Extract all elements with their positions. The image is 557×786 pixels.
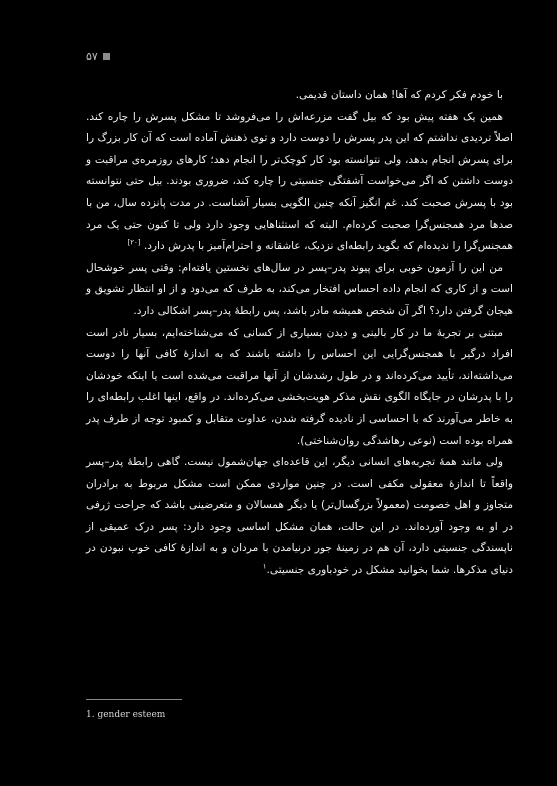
footnote: 1. gender esteem — [86, 710, 166, 720]
page-number — [86, 50, 110, 63]
paragraph-2-text: همین یک هفته پیش بود که بیل گفت مزرعه‌اش را می‌فروشد تا مشکل پسرش را چاره کند. اصلاً تردیدی نداشتم که این پدر پسرش را دوست دارد و توی ذهنش آماده است که آن کار بزرگ را برای پسرش انجام بدهد، ولی نتوانسته بود کار کوچک‌تر را انجام دهد؛ کارهای روزمره‌ی مراقبت و دوست داشتن که اگر می‌خواست آشفتگی جنسیتی را چاره کند، ضروری بودند. بیل حتی نتوانسته بود با پسرش صحبت کند. غم انگیز آنکه چنین الگویی بسیار آشناست. در مدت پانزده سال، من با صدها مرد همجنس‌گرا صحبت کرده‌ام. البته که استثناهایی وجود دارد ولی تا کنون حتی یک مرد همجنس‌گرا را ندیده‌ام که بگوید رابطه‌ای نزدیک، عاشقانه و احترام‌آمیز با پدرش دارد. — [86, 110, 513, 253]
body-text — [86, 85, 513, 582]
paragraph-4 — [86, 323, 513, 453]
paragraph-1-text: با خودم فکر کردم که آها! همان داستان قدیمی. — [295, 89, 503, 101]
paragraph-5 — [86, 452, 513, 582]
paragraph-1 — [86, 85, 513, 107]
page-number-text: ۵۷ — [86, 50, 98, 63]
paragraph-3-text: من این را آزمون خوبی برای پیوند پدر–پسر در سال‌های نخستین یافته‌ام: وقتی پسر خوشحال است و از کاری که انجام داده احساس افتخار می‌کند، به طرف که می‌دود و از او انتظار تشویق و هیجان گرفتن دارد؟ اگر آن شخص همیشه مادر باشد، پس رابطهٔ پدر–پسر اشکالی دارد. — [86, 261, 513, 317]
paragraph-2 — [86, 107, 513, 258]
footnote-divider — [86, 699, 182, 700]
page-number-marker — [103, 53, 110, 60]
footnote-marker: ۱ — [262, 562, 267, 571]
paragraph-4-text: مبتنی بر تجربهٔ ما در کار بالینی و دیدن بسیاری از کسانی که می‌شناخته‌ایم، بسیار نادر است افراد درگیر با همجنس‌گرایی این احساس را داشته باشند که به اندازهٔ کافی آنها را دوست می‌داشته‌اند، تأیید می‌کرده‌اند و در طول رشدشان از آنها مراقبت می‌شده است یا اینکه خودشان را با پدرشان در جایگاه الگوی نقش مذکر هویت‌بخشی می‌کرده‌اند. در واقع، اینها اغلب رابطه‌ای را به خاطر می‌آورند که با احساسی از نادیده گرفته شدن، عداوت متقابل و کمبود توجه از طرف پدر همراه بوده است (نوعی رهاشدگی روان‌شناختی). — [86, 326, 513, 447]
citation-marker: [۲۰] — [127, 238, 141, 247]
paragraph-5-text: ولی مانند همهٔ تجربه‌های انسانی دیگر، این قاعده‌ای جهان‌شمول نیست. گاهی رابطهٔ پدر–پسر واقعاً تا اندازهٔ معقولی مکفی است. در چنین مواردی ممکن است مشکل مربوط به برادران متجاوز و اهل خصومت (معمولاً بزرگسال‌تر) یا دیگر همسالان و متعرضینی باشد که جراحت ژرفی در او به وجود آورده‌اند. در این حالت، همان مشکل اساسی وجود دارد: پسر درک عمیقی از ناپسندگی جنسیتی دارد، آن هم در زمینهٔ جور درنیامدن با مردان و به اندازهٔ کافی خوب نبودن در دنیای مذکرها. شما بخوانید مشکل در خودباوری جنسیتی. — [86, 456, 513, 577]
paragraph-3 — [86, 258, 513, 323]
